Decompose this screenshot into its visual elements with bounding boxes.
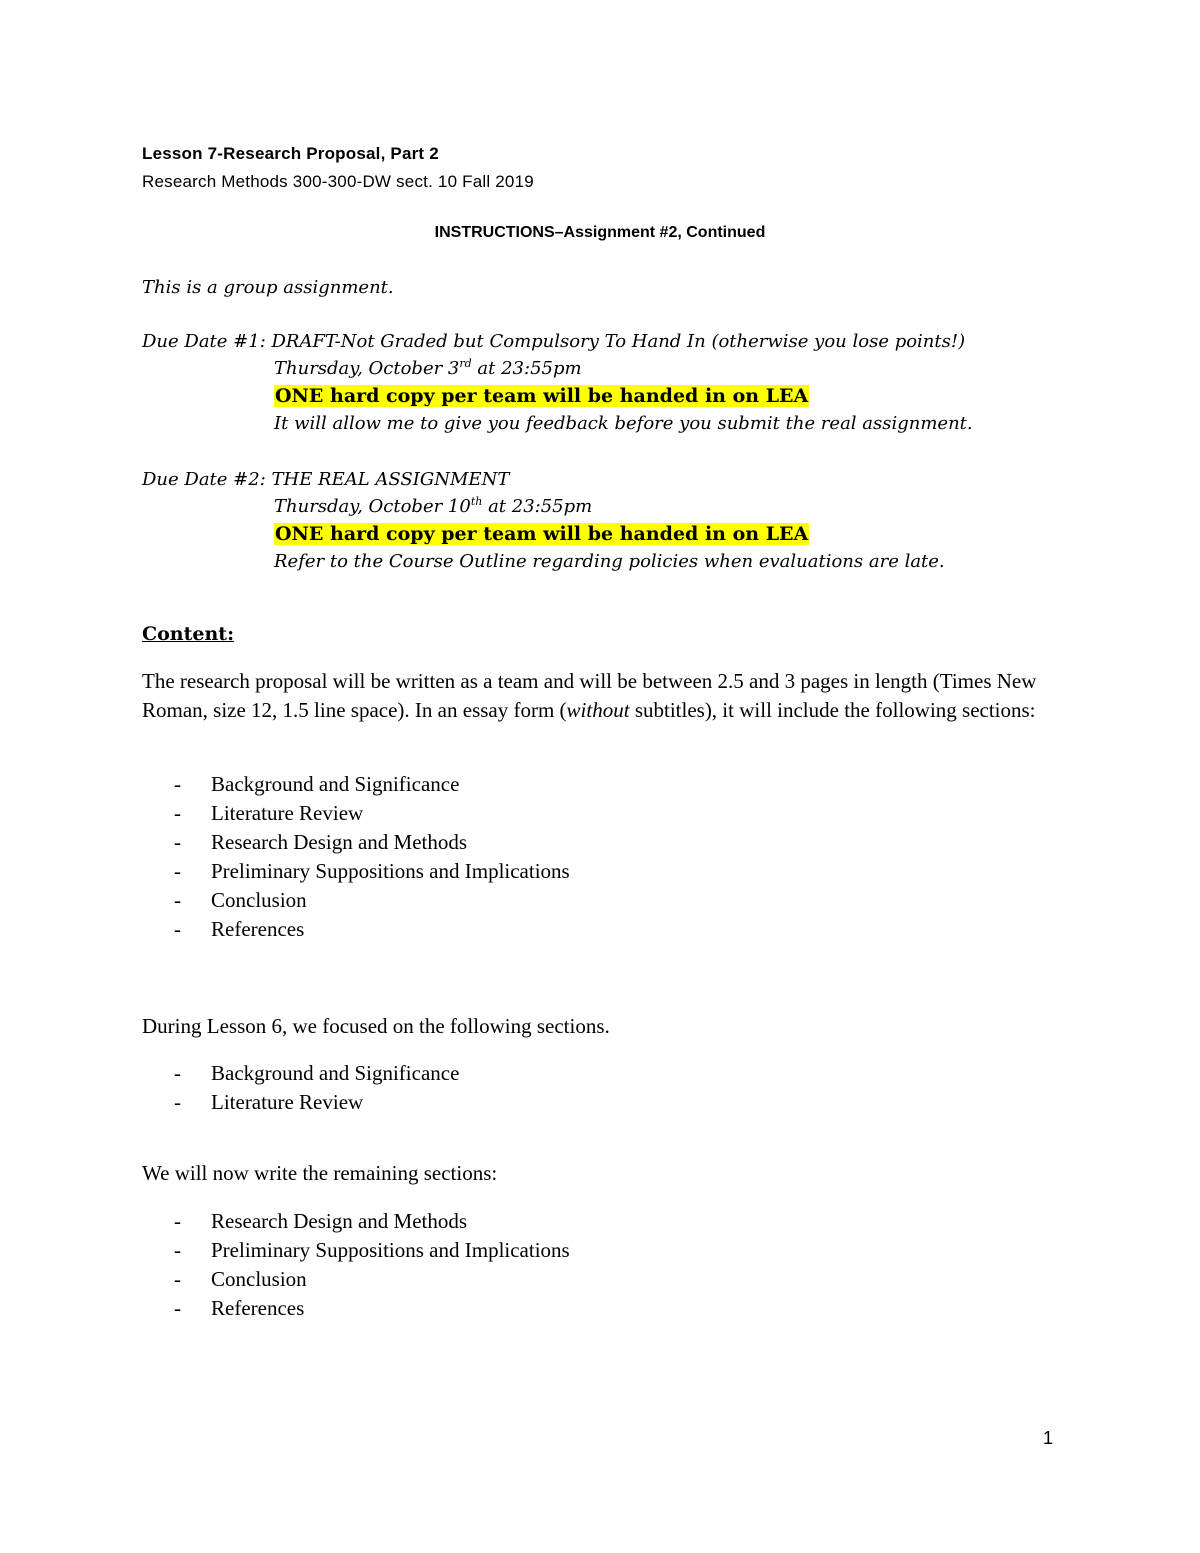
list-item [174, 828, 570, 857]
list-bullet: - [174, 1090, 181, 1114]
list-bullet: - [174, 801, 181, 825]
due-date-2-date [274, 496, 592, 517]
due-date-1-date [274, 358, 582, 379]
due-date-2-date-prefix: Thursday, October 10 [274, 496, 471, 517]
list-bullet: - [174, 917, 181, 941]
list-item [174, 857, 570, 886]
due-date-1-date-suffix: at 23:55pm [471, 358, 582, 379]
list-bullet: - [174, 1296, 181, 1320]
page-number: 1 [1043, 1428, 1054, 1448]
group-note: This is a group assignment. [142, 277, 394, 298]
content-heading: Content: [142, 623, 235, 645]
list-bullet: - [174, 1238, 181, 1262]
due-date-1-note: It will allow me to give you feedback before you submit the real assignment. [274, 413, 973, 434]
due-date-2-date-sup: th [470, 495, 483, 508]
list-item [174, 1236, 570, 1265]
instructions-heading: INSTRUCTIONS–Assignment #2, Continued [434, 224, 766, 241]
paragraph-emphasis: without [566, 698, 630, 722]
lesson-title: Lesson 7-Research Proposal, Part 2 [142, 144, 439, 163]
list-bullet: - [174, 1061, 181, 1085]
list-item [174, 915, 570, 944]
list-item [174, 799, 570, 828]
course-line: Research Methods 300-300-DW sect. 10 Fall 2019 [142, 172, 534, 191]
remaining-intro: We will now write the remaining sections: [142, 1161, 498, 1185]
list-item-text: Research Design and Methods [211, 1209, 468, 1233]
list-item-text: Background and Significance [211, 1061, 460, 1085]
list-item [174, 1059, 459, 1088]
due-date-1-date-prefix: Thursday, October 3 [274, 358, 460, 379]
list-item [174, 1207, 570, 1236]
list-bullet: - [174, 888, 181, 912]
list-item [174, 770, 570, 799]
list-item-text: References [211, 1296, 305, 1320]
list-item-text: Conclusion [211, 1267, 307, 1291]
paragraph-text-2: subtitles), it will include the following sections: [629, 698, 1036, 722]
list-item-text: Conclusion [211, 888, 307, 912]
list-item-text: Preliminary Suppositions and Implications [211, 859, 570, 883]
content-paragraph [142, 667, 1067, 725]
due-date-2-highlight: ONE hard copy per team will be handed in on LEA [275, 523, 809, 545]
list-item-text: Research Design and Methods [211, 830, 468, 854]
lesson6-sections-list [174, 1059, 459, 1117]
list-bullet: - [174, 830, 181, 854]
sections-list [174, 770, 570, 944]
lesson6-intro: During Lesson 6, we focused on the following sections. [142, 1014, 610, 1038]
due-date-2-label: Due Date #2: THE REAL ASSIGNMENT [142, 469, 510, 490]
due-date-1-label: Due Date #1: DRAFT-Not Graded but Compulsory To Hand In (otherwise you lose points!) [142, 331, 966, 352]
list-bullet: - [174, 859, 181, 883]
list-item-text: References [211, 917, 305, 941]
list-item [174, 1088, 459, 1117]
list-item-text: Preliminary Suppositions and Implications [211, 1238, 570, 1262]
list-item-text: Literature Review [211, 1090, 364, 1114]
due-date-1-highlight: ONE hard copy per team will be handed in on LEA [275, 385, 809, 407]
due-date-2-highlight-line [274, 523, 809, 545]
list-item [174, 886, 570, 915]
list-item-text: Background and Significance [211, 772, 460, 796]
list-item-text: Literature Review [211, 801, 364, 825]
due-date-1-date-sup: rd [459, 357, 472, 370]
list-bullet: - [174, 1267, 181, 1291]
remaining-sections-list [174, 1207, 570, 1323]
list-item [174, 1294, 570, 1323]
due-date-2-note: Refer to the Course Outline regarding policies when evaluations are late. [274, 551, 945, 572]
list-bullet: - [174, 772, 181, 796]
due-date-2-date-suffix: at 23:55pm [482, 496, 593, 517]
paragraph-text-1: The research proposal will be written as a team and will be between 2.5 and 3 pages in length (Times New Roman, size 12, 1.5 line space). In an essay form ( [142, 669, 1037, 722]
due-date-1-highlight-line [274, 385, 809, 407]
list-item [174, 1265, 570, 1294]
list-bullet: - [174, 1209, 181, 1233]
